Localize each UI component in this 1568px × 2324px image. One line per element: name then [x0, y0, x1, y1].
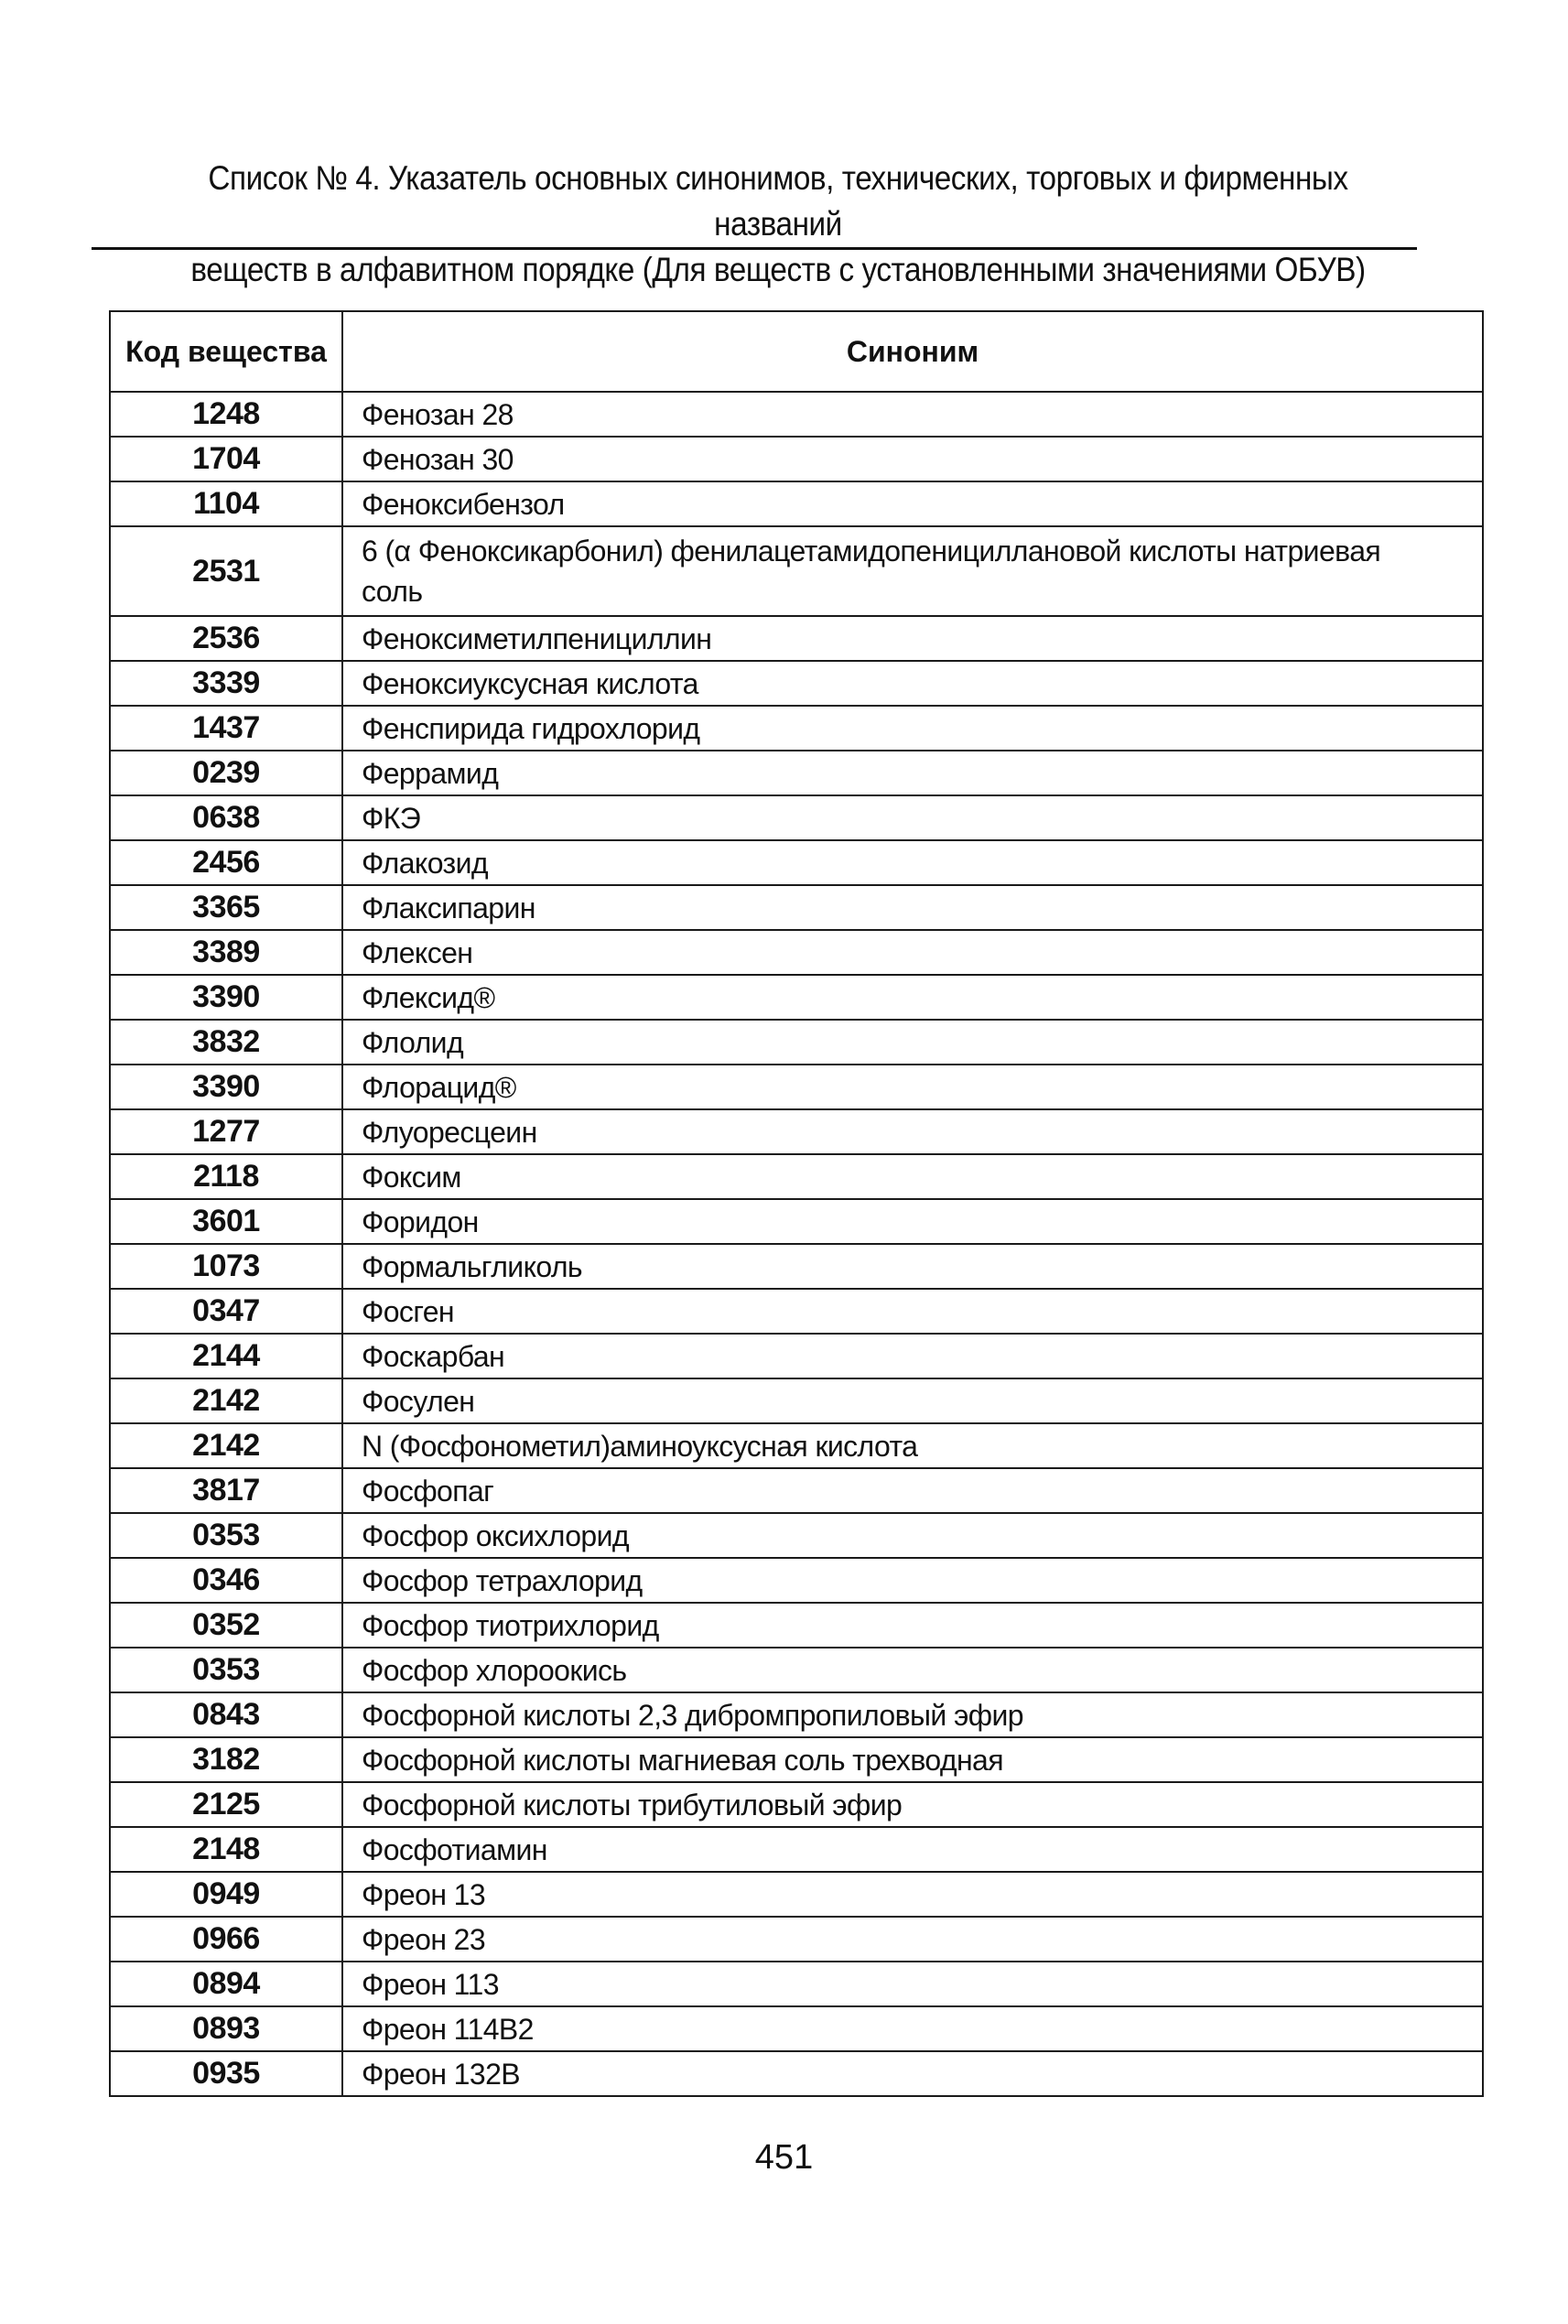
substance-code-cell: 2142 [110, 1378, 342, 1423]
title-divider [92, 247, 1417, 250]
table-row [110, 1782, 1483, 1827]
substance-code-cell: 2125 [110, 1782, 342, 1827]
synonym-cell: Флакозид [342, 840, 1483, 885]
synonym-cell: Флаксипарин [342, 885, 1483, 930]
synonym-cell: Флорацид® [342, 1065, 1483, 1109]
substance-code-cell: 3817 [110, 1468, 342, 1513]
substance-code-cell: 2118 [110, 1154, 342, 1199]
column-header-synonym: Синоним [342, 311, 1483, 392]
table-row [110, 930, 1483, 975]
page-number: 451 [754, 2138, 814, 2177]
synonym-cell: Фосфор оксихлорид [342, 1513, 1483, 1558]
substance-code-cell: 3601 [110, 1199, 342, 1244]
synonym-cell: Феррамид [342, 751, 1483, 795]
substance-code-cell: 0353 [110, 1513, 342, 1558]
table-row [110, 2006, 1483, 2051]
synonym-cell: Фреон 113 [342, 1962, 1483, 2006]
synonym-cell: Фосфор тетрахлорид [342, 1558, 1483, 1603]
substance-code-cell: 3365 [110, 885, 342, 930]
table-row [110, 437, 1483, 481]
table-row [110, 1827, 1483, 1872]
synonym-cell: Феноксиметилпенициллин [342, 616, 1483, 661]
table-row [110, 1513, 1483, 1558]
table-body [110, 392, 1483, 2096]
synonym-cell: Флексид® [342, 975, 1483, 1020]
substance-code-cell: 3832 [110, 1020, 342, 1065]
table-row [110, 1423, 1483, 1468]
table-row [110, 1065, 1483, 1109]
substance-code-cell: 1104 [110, 481, 342, 526]
synonym-cell: Фенозан 30 [342, 437, 1483, 481]
table-row [110, 1378, 1483, 1423]
table-row [110, 1154, 1483, 1199]
substance-code-cell: 0949 [110, 1872, 342, 1917]
table-row [110, 706, 1483, 751]
synonym-cell: Флуоресцеин [342, 1109, 1483, 1154]
substance-code-cell: 3339 [110, 661, 342, 706]
page-title [160, 156, 1396, 293]
synonym-cell: Фреон 13 [342, 1872, 1483, 1917]
synonyms-table [109, 310, 1484, 2097]
synonym-cell: Флексен [342, 930, 1483, 975]
table-row [110, 2051, 1483, 2096]
table-row [110, 1289, 1483, 1334]
synonym-cell: Феноксибензол [342, 481, 1483, 526]
table-row [110, 1109, 1483, 1154]
synonym-cell: Феноксиуксусная кислота [342, 661, 1483, 706]
substance-code-cell: 3182 [110, 1737, 342, 1782]
substance-code-cell: 0353 [110, 1648, 342, 1692]
synonym-cell: Форидон [342, 1199, 1483, 1244]
substance-code-cell: 0352 [110, 1603, 342, 1648]
table-row [110, 1648, 1483, 1692]
table-row [110, 751, 1483, 795]
synonym-cell: Фоскарбан [342, 1334, 1483, 1378]
synonym-cell: Фосфопаг [342, 1468, 1483, 1513]
substance-code-cell: 0894 [110, 1962, 342, 2006]
synonym-cell: Фосфор хлороокись [342, 1648, 1483, 1692]
substance-code-cell: 2148 [110, 1827, 342, 1872]
substance-code-cell: 0843 [110, 1692, 342, 1737]
substance-code-cell: 1437 [110, 706, 342, 751]
substance-code-cell: 0966 [110, 1917, 342, 1962]
table-row [110, 1244, 1483, 1289]
table-row [110, 1558, 1483, 1603]
table-header-row [110, 311, 1483, 392]
table-row [110, 1962, 1483, 2006]
substance-code-cell: 1704 [110, 437, 342, 481]
table-row [110, 1468, 1483, 1513]
table-row [110, 840, 1483, 885]
synonym-cell: Фенспирида гидрохлорид [342, 706, 1483, 751]
substance-code-cell: 1073 [110, 1244, 342, 1289]
substance-code-cell: 0638 [110, 795, 342, 840]
substance-code-cell: 2144 [110, 1334, 342, 1378]
table-row [110, 1020, 1483, 1065]
synonym-cell: ФКЭ [342, 795, 1483, 840]
table-row [110, 481, 1483, 526]
table-row [110, 1692, 1483, 1737]
table-row [110, 1737, 1483, 1782]
synonym-cell: Фосфор тиотрихлорид [342, 1603, 1483, 1648]
synonym-cell: Фосген [342, 1289, 1483, 1334]
substance-code-cell: 2456 [110, 840, 342, 885]
substance-code-cell: 2536 [110, 616, 342, 661]
substance-code-cell: 0893 [110, 2006, 342, 2051]
column-header-code: Код вещества [110, 311, 342, 392]
synonym-cell: Фреон 23 [342, 1917, 1483, 1962]
table-row [110, 975, 1483, 1020]
substance-code-cell: 1248 [110, 392, 342, 437]
synonym-cell: Фосфорной кислоты магниевая соль трехводная [342, 1737, 1483, 1782]
synonym-cell: Фреон 114В2 [342, 2006, 1483, 2051]
table-row [110, 1872, 1483, 1917]
synonym-cell: Фосфотиамин [342, 1827, 1483, 1872]
table-row [110, 1199, 1483, 1244]
synonym-cell: Фенозан 28 [342, 392, 1483, 437]
table-row [110, 661, 1483, 706]
substance-code-cell: 0935 [110, 2051, 342, 2096]
substance-code-cell: 0239 [110, 751, 342, 795]
synonym-cell: N (Фосфонометил)аминоуксусная кислота [342, 1423, 1483, 1468]
substance-code-cell: 0346 [110, 1558, 342, 1603]
substance-code-cell: 2142 [110, 1423, 342, 1468]
synonym-cell: Фосулен [342, 1378, 1483, 1423]
page-title-line-1: Список № 4. Указатель основных синонимов, технических, торговых и фирменных названий [208, 159, 1348, 243]
page-title-line-2: веществ в алфавитном порядке (Для веществ с установленными значениями ОБУВ) [190, 251, 1366, 288]
synonym-cell: 6 (α Феноксикарбонил) фенилацетамидопенициллановой кислоты натриевая соль [342, 526, 1483, 616]
table-row [110, 1334, 1483, 1378]
synonym-cell: Формальгликоль [342, 1244, 1483, 1289]
substance-code-cell: 2531 [110, 526, 342, 616]
table-row [110, 616, 1483, 661]
synonym-cell: Фосфорной кислоты 2,3 дибромпропиловый эфир [342, 1692, 1483, 1737]
table-row [110, 526, 1483, 616]
synonym-cell: Фоксим [342, 1154, 1483, 1199]
synonym-cell: Фреон 132В [342, 2051, 1483, 2096]
substance-code-cell: 3390 [110, 1065, 342, 1109]
synonym-cell: Флолид [342, 1020, 1483, 1065]
substance-code-cell: 3389 [110, 930, 342, 975]
synonym-cell: Фосфорной кислоты трибутиловый эфир [342, 1782, 1483, 1827]
table-row [110, 1917, 1483, 1962]
substance-code-cell: 0347 [110, 1289, 342, 1334]
table-row [110, 392, 1483, 437]
table-row [110, 885, 1483, 930]
substance-code-cell: 3390 [110, 975, 342, 1020]
table-row [110, 1603, 1483, 1648]
substance-code-cell: 1277 [110, 1109, 342, 1154]
table-row [110, 795, 1483, 840]
